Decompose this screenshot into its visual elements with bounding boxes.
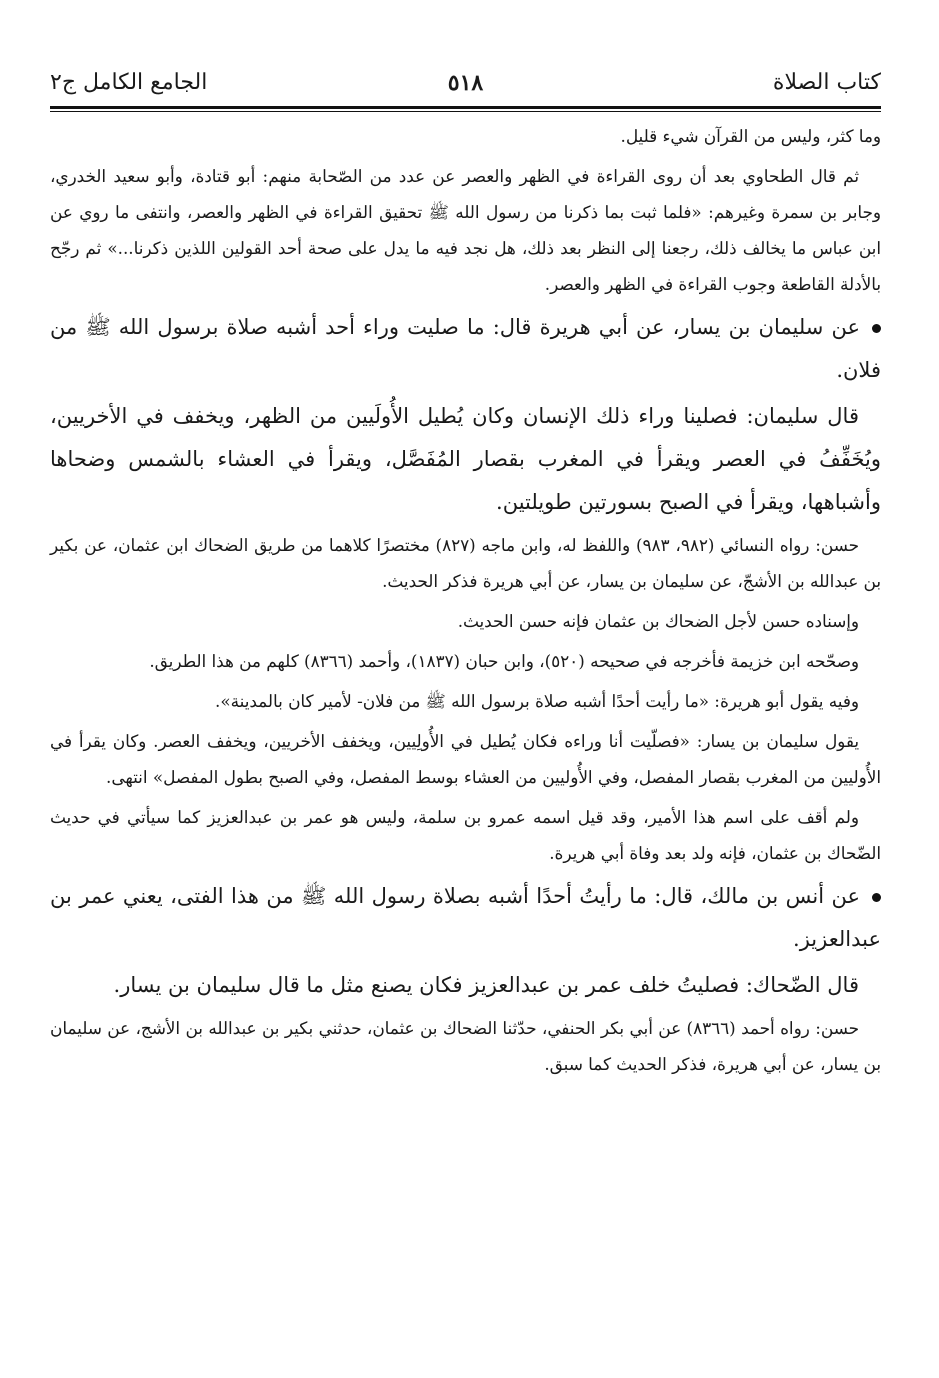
paragraph: وفيه يقول أبو هريرة: «ما رأيت أحدًا أشبه صلاة برسول الله ﷺ من فلان- لأمير كان بالمدينة». [215, 691, 859, 711]
paragraph: ولم أقف على اسم هذا الأمير، وقد قيل اسمه عمرو بن سلمة، وليس هو عمر بن عبدالعزيز كما سيأتي في حديث الضّحاك بن عثمان، فإنه ولد بعد وفاة أبي هريرة. [50, 807, 881, 863]
paragraph: وما كثر، وليس من القرآن شيء قليل. [620, 126, 881, 146]
takhrij-paragraph: حسن: رواه النسائي (٩٨٢، ٩٨٣) واللفظ له، وابن ماجه (٨٢٧) مختصرًا كلاهما من طريق الضحاك ابن عثمان، عن بكير بن عبدالله بن الأشجّ، عن سليمان بن يسار، عن أبي هريرة فذكر الحديث. [50, 535, 881, 591]
chapter-title: كتاب الصلاة [772, 70, 881, 95]
bullet-icon [872, 324, 881, 333]
hadith-text: عن سليمان بن يسار، عن أبي هريرة قال: ما صليت وراء أحد أشبه صلاة برسول الله ﷺ من فلان. [50, 315, 881, 382]
hadith-paragraph [50, 875, 881, 961]
page-body [50, 118, 881, 1082]
bullet-icon [872, 893, 881, 902]
hadith-paragraph: قال سليمان: فصلينا وراء ذلك الإنسان وكان يُطيل الأُولَيين من الظهر، ويخفف في الأخريين، ويُخَفِّفُ في العصر ويقرأ في المغرب بقصار المُفَصَّل، ويقرأ في العشاء بالشمس وضحاها وأشباهها، ويقرأ في الصبح بسورتين طويلتين. [50, 404, 881, 514]
paragraph: يقول سليمان بن يسار: «فصلّيت أنا وراءه فكان يُطيل في الأُولِيين، ويخفف الأخريين، ويخفف العصر. وكان يقرأ في الأُوليين من المغرب بقصار المفصل، وفي الأُوليين من العشاء بوسط المفصل، وفي الصبح بطول المفصل» انتهى. [50, 731, 881, 787]
header-rule-thick [50, 106, 881, 109]
takhrij-paragraph: حسن: رواه أحمد (٨٣٦٦) عن أبي بكر الحنفي، حدّثنا الضحاك بن عثمان، حدثني بكير بن عبدالله بن الأشج، عن سليمان بن يسار، عن أبي هريرة، فذكر الحديث كما سبق. [50, 1018, 881, 1074]
hadith-paragraph [50, 306, 881, 392]
page-number: ٥١٨ [447, 70, 484, 96]
paragraph: ثم قال الطحاوي بعد أن روى القراءة في الظهر والعصر عن عدد من الصّحابة منهم: أبو قتادة، وأبو سعيد الخدري، وجابر بن سمرة وغيرهم: «فلما ثبت بما ذكرنا من رسول الله ﷺ تحقيق القراءة في الظهر والعصر، وانتفى ما روي عن ابن عباس ما يخالف ذلك، رجعنا إلى النظر بعد ذلك، هل نجد فيه ما يدل على صحة أحد القولين اللذين ذكرنا...» ثم رجّح بالأدلة القاطعة وجوب القراءة في الظهر والعصر. [50, 166, 881, 294]
paragraph: وإسناده حسن لأجل الضحاك بن عثمان فإنه حسن الحديث. [457, 611, 859, 631]
paragraph: وصحّحه ابن خزيمة فأخرجه في صحيحه (٥٢٠)، وابن حبان (١٨٣٧)، وأحمد (٨٣٦٦) كلهم من هذا الطريق. [149, 651, 859, 671]
hadith-paragraph: قال الضّحاك: فصليتُ خلف عمر بن عبدالعزيز فكان يصنع مثل ما قال سليمان بن يسار. [113, 973, 859, 997]
header-rule-thin [50, 111, 881, 112]
book-title: الجامع الكامل ج٢ [50, 70, 208, 95]
page-header [50, 60, 881, 104]
hadith-text: عن أنس بن مالك، قال: ما رأيتُ أحدًا أشبه بصلاة رسول الله ﷺ من هذا الفتى، يعني عمر بن عبدالعزيز. [50, 884, 881, 951]
document-page [50, 60, 881, 1358]
